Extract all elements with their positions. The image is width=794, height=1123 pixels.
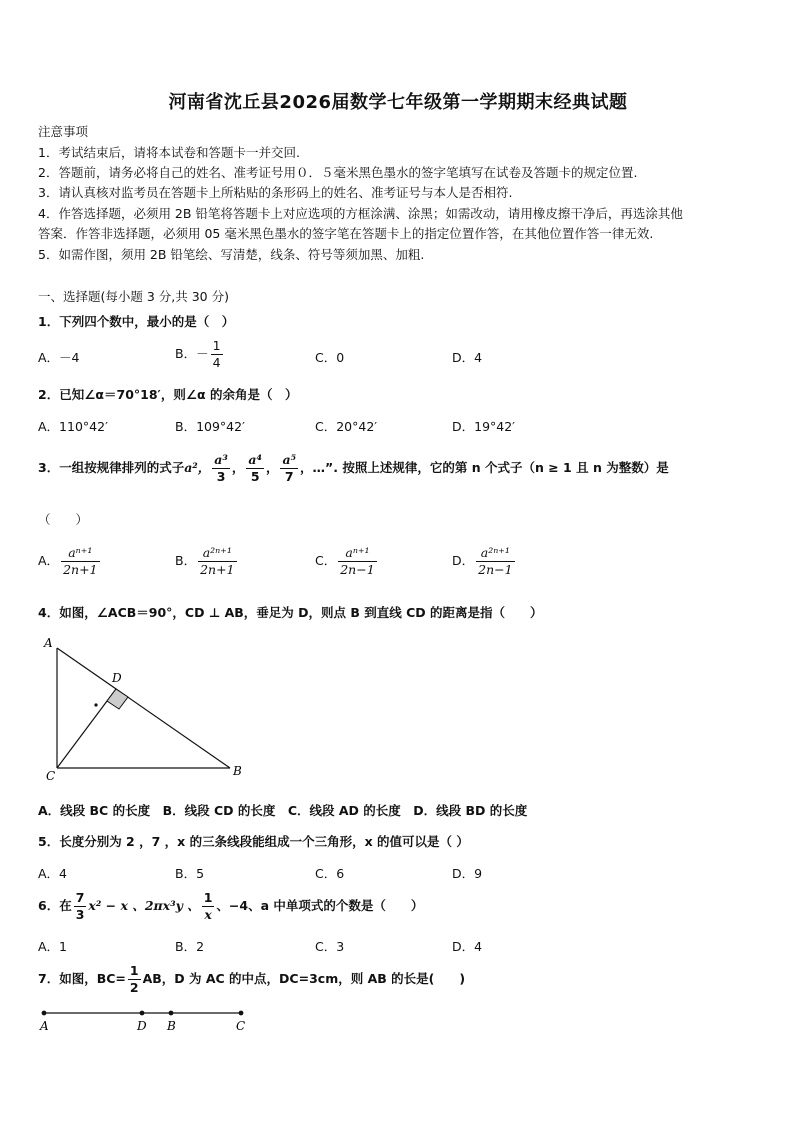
point-b <box>169 1011 174 1016</box>
fraction-numerator: aⁿ⁺¹ <box>61 545 99 562</box>
q5-option-c: C．6 <box>315 866 345 881</box>
point-d <box>140 1011 145 1016</box>
q6-stem-lead: 6．在 <box>38 898 72 913</box>
q3-answer-paren: （ ） <box>38 512 89 527</box>
q3-term-1: a²， <box>184 460 211 475</box>
fraction-numerator: a³ <box>214 452 228 467</box>
question-4-stem: 4．如图，∠ACB＝90°，CD ⊥ AB，垂足为 D，则点 B 到直线 CD 的距离是指（ ） <box>38 605 543 620</box>
q2-option-d: D．19°42′ <box>452 419 516 434</box>
q6-fraction-1 <box>74 890 87 923</box>
q5-option-b: B．5 <box>175 866 205 881</box>
page-title: 河南省沈丘县2026届数学七年级第一学期期末经典试题 <box>168 92 628 113</box>
point-mark <box>94 703 97 706</box>
q7-segment-figure <box>38 1005 268 1035</box>
q2-option-c: C．20°42′ <box>315 419 378 434</box>
q3-option-c-fraction <box>338 545 376 578</box>
option-label: A． <box>38 553 60 568</box>
q7-fraction <box>128 963 141 996</box>
fraction-denominator: 3 <box>216 469 226 484</box>
q3-fraction-3 <box>280 452 298 485</box>
q1-option-b-fraction <box>211 338 223 371</box>
fraction-numerator: 1 <box>212 338 221 353</box>
question-7-stem <box>38 963 465 996</box>
q7-stem-tail: AB，D 为 AC 的中点，DC=3cm，则 AB 的长是( ) <box>142 971 466 986</box>
fraction-denominator: 5 <box>250 469 260 484</box>
label-d: D <box>137 1019 147 1033</box>
q2-option-b: B．109°42′ <box>175 419 245 434</box>
q6-fraction-2 <box>202 890 215 923</box>
fraction-denominator: 2n+1 <box>200 562 235 577</box>
q3-option-a-fraction <box>61 545 99 578</box>
q6-stem-tail: 、−4、a 中单项式的个数是（ ） <box>216 898 424 913</box>
point-c <box>239 1011 244 1016</box>
question-6-stem <box>38 890 423 923</box>
fraction-denominator: x <box>204 907 212 922</box>
label-a: A <box>44 636 53 650</box>
q1-option-b <box>175 338 225 371</box>
question-3-stem: 3．一组按规律排列的式子a²， $\frac{\text{a³}}{3}$ ， $\frac{\text{a⁴}}{5}$ ， $\frac{\text{a⁵}}{7}$ ，…”. 按照上述规律，它的第 n 个式子（n ≥ 1 且 n 为整数）是 <box>38 452 669 484</box>
fraction-numerator: 1 <box>203 890 213 905</box>
q6-option-d: D．4 <box>452 939 483 954</box>
q6-option-b: B．2 <box>175 939 205 954</box>
fraction-denominator: 2 <box>129 980 139 995</box>
option-label: C． <box>315 553 337 568</box>
fraction-numerator: a²ⁿ⁺¹ <box>198 545 236 562</box>
segment-ab <box>57 648 230 768</box>
label-a: A <box>40 1019 49 1033</box>
fraction-denominator: 2n+1 <box>63 562 98 577</box>
q3-fraction-2 <box>246 452 264 485</box>
q5-option-d: D．9 <box>452 866 483 881</box>
q4-triangle-figure <box>38 632 258 782</box>
note-item: 4．作答选择题，必须用 2B 铅笔将答题卡上对应选项的方框涂满、涂黑；如需改动，请用橡皮擦干净后，再选涂其他 <box>38 206 683 221</box>
q1-option-a: A．－4 <box>38 350 80 365</box>
section-heading: 一、选择题(每小题 3 分,共 30 分) <box>38 289 229 304</box>
fraction-denominator: 2n−1 <box>340 562 375 577</box>
option-label: D． <box>452 553 475 568</box>
note-item: 答案．作答非选择题，必须用 05 毫米黑色墨水的签字笔在答题卡上的指定位置作答，在其他位置作答一律无效. <box>38 226 654 241</box>
fraction-denominator: 3 <box>75 907 85 922</box>
fraction-numerator: 7 <box>75 890 85 905</box>
q3-option-b-fraction <box>198 545 236 578</box>
q3-option-c <box>315 545 379 578</box>
fraction-denominator: 2n−1 <box>478 562 513 577</box>
q4-options: A．线段 BC 的长度 B．线段 CD 的长度 C．线段 AD 的长度 D．线段 BD 的长度 <box>38 803 528 818</box>
q3-option-d <box>452 545 517 578</box>
q6-option-c: C．3 <box>315 939 345 954</box>
q3-fraction-1 <box>212 452 230 485</box>
q3-option-a <box>38 545 102 578</box>
fraction-numerator: aⁿ⁺¹ <box>338 545 376 562</box>
fraction-numerator: a²ⁿ⁺¹ <box>476 545 514 562</box>
q3-option-d-fraction <box>476 545 514 578</box>
label-c: C <box>46 769 56 782</box>
question-5-stem: 5．长度分别为 2 ，7 ，x 的三条线段能组成一个三角形，x 的值可以是（ ） <box>38 834 469 849</box>
q7-stem-lead: 7．如图，BC= <box>38 971 126 986</box>
q2-option-a: A．110°42′ <box>38 419 108 434</box>
q6-option-a: A．1 <box>38 939 68 954</box>
q6-stem-middle: x² − x 、2πx³y 、 <box>88 898 200 913</box>
label-d: D <box>112 671 122 685</box>
q1-option-b-prefix: B．－ <box>175 346 209 361</box>
fraction-denominator: 7 <box>284 469 294 484</box>
label-c: C <box>236 1019 246 1033</box>
fraction-numerator: 1 <box>129 963 139 978</box>
fraction-denominator: 4 <box>212 355 221 370</box>
right-angle-mark <box>107 689 128 709</box>
label-b: B <box>233 764 242 778</box>
q3-stem-lead: 3．一组按规律排列的式子 <box>38 460 185 475</box>
q3-stem-tail: ，…”. 按照上述规律，它的第 n 个式子（n ≥ 1 且 n 为整数）是 <box>300 460 669 475</box>
question-1-stem: 1．下列四个数中，最小的是（ ） <box>38 314 235 329</box>
fraction-numerator: a⁴ <box>248 452 262 467</box>
q1-option-c: C．0 <box>315 350 345 365</box>
note-item: 5．如需作图，须用 2B 铅笔绘、写清楚，线条、符号等须加黑、加粗. <box>38 247 425 262</box>
q5-option-a: A．4 <box>38 866 68 881</box>
note-item: 2．答题前，请务必将自己的姓名、准考证号用０．５毫米黑色墨水的签字笔填写在试卷及答题卡的规定位置. <box>38 165 638 180</box>
point-a <box>42 1011 47 1016</box>
fraction-numerator: a⁵ <box>282 452 297 467</box>
q1-option-d: D．4 <box>452 350 483 365</box>
note-item: 3．请认真核对监考员在答题卡上所粘贴的条形码上的姓名、准考证号与本人是否相符. <box>38 185 513 200</box>
label-b: B <box>167 1019 176 1033</box>
option-label: B． <box>175 553 197 568</box>
note-item: 1．考试结束后，请将本试卷和答题卡一并交回. <box>38 145 300 160</box>
notes-heading: 注意事项 <box>38 124 89 139</box>
q3-option-b <box>175 545 239 578</box>
question-2-stem: 2．已知∠α＝70°18′，则∠α 的余角是（ ） <box>38 387 298 402</box>
